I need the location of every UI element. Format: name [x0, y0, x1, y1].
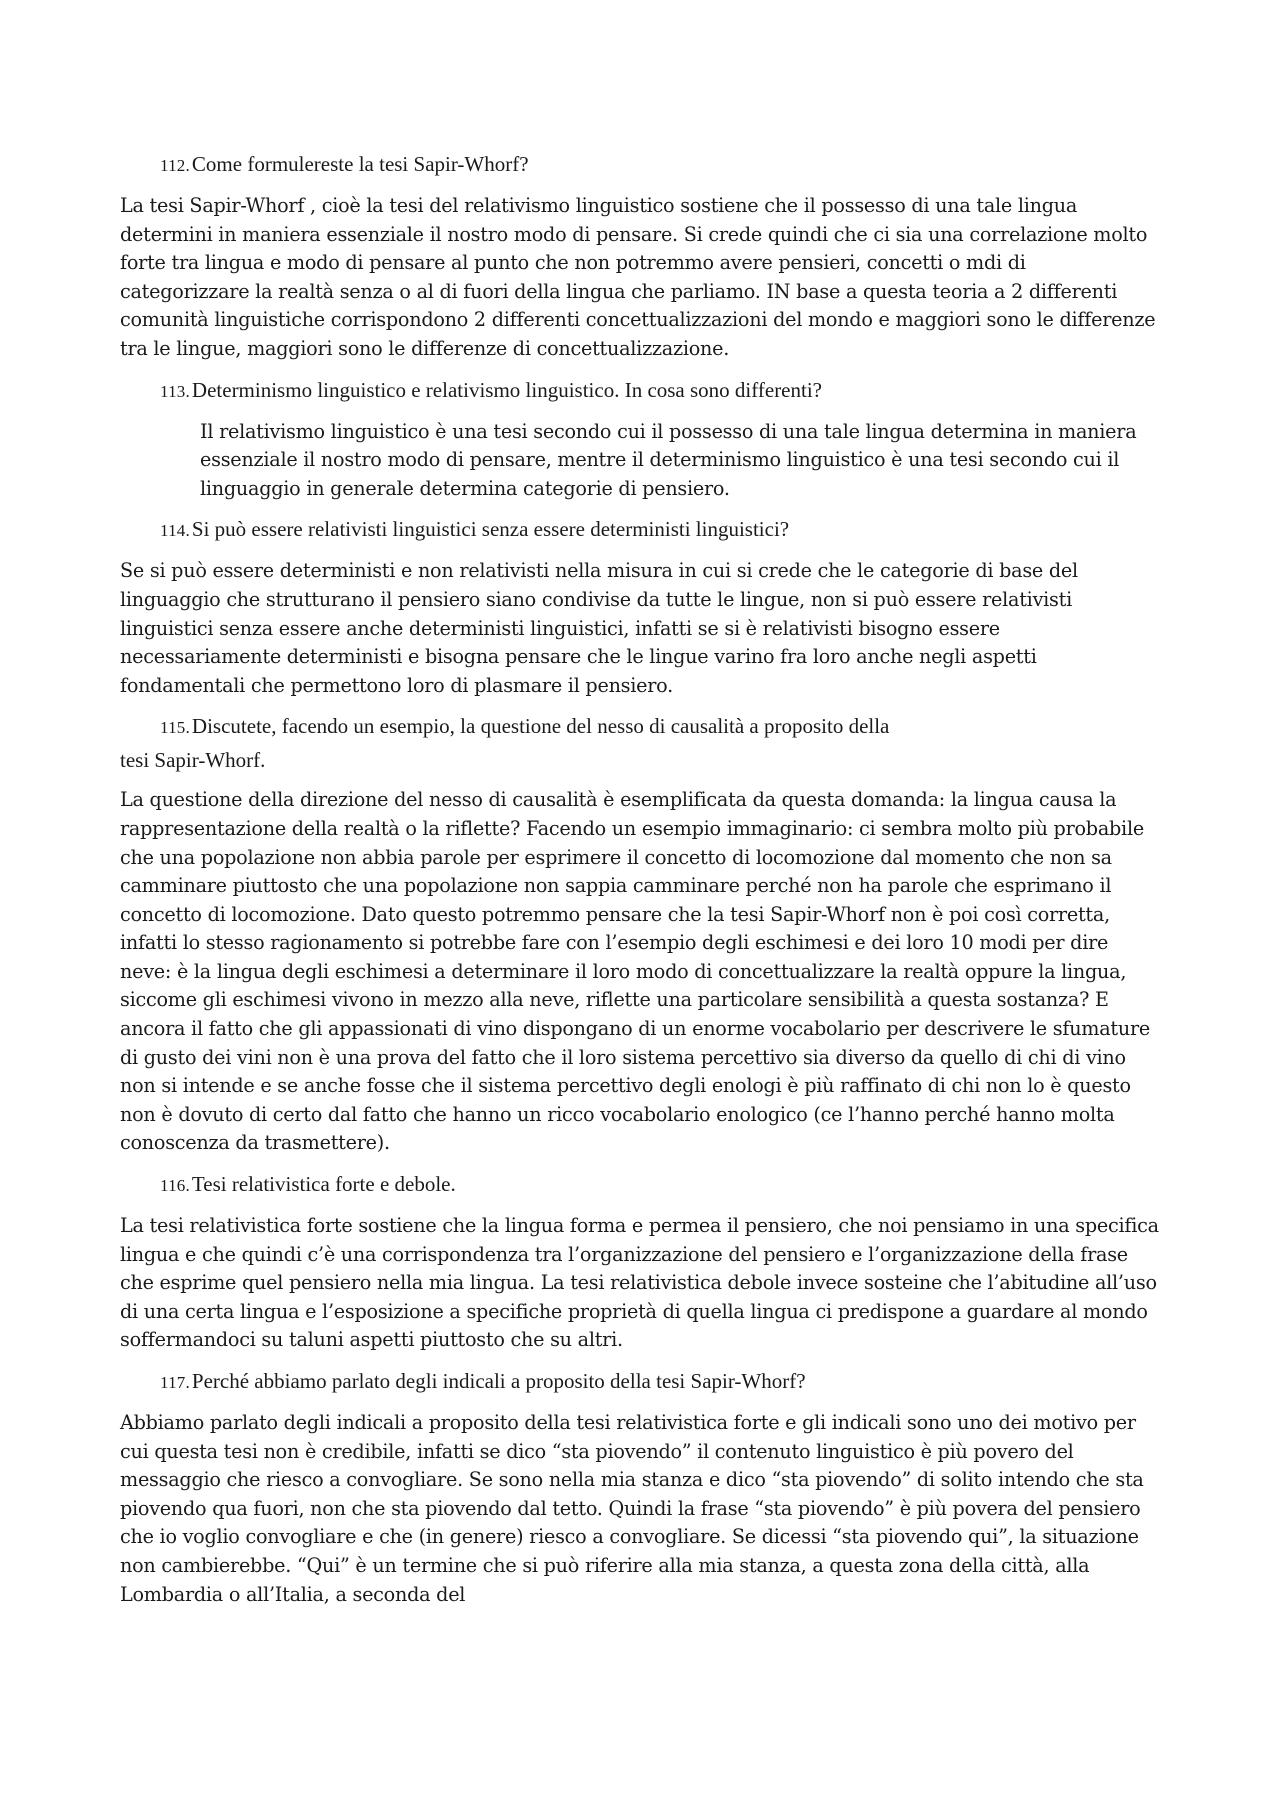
- answer-113: Il relativismo linguistico è una tesi secondo cui il possesso di una tale lingua determina in maniera essenziale il nostro modo di pensare, mentre il determinismo linguistico è una tesi secondo cui il linguaggio in generale determina categorie di pensiero.: [200, 419, 1137, 500]
- question-number: 112.: [160, 156, 190, 175]
- answer-116: La tesi relativistica forte sostiene che la lingua forma e permea il pensiero, che noi pensiamo in una specifica lingua e che quindi c’è una corrispondenza tra l’organizzazione del pensiero e l’organizzazione della frase che esprime quel pensiero nella mia lingua. La tesi relativistica debole invece sosteine che l’abitudine all’uso di una certa lingua e l’esposizione a specifiche proprietà di quella lingua ci predispone a guardare al mondo soffermandoci su taluni aspetti piuttosto che su altri.: [120, 1214, 1159, 1352]
- answer-112: La tesi Sapir-Whorf , cioè la tesi del relativismo linguistico sostiene che il possesso di una tale lingua determini in maniera essenziale il nostro modo di pensare. Si crede quindi che ci sia una correlazione molto forte tra lingua e modo di pensare al punto che non potremmo avere pensieri, concetti o mdi di categorizzare la realtà senza o al di fuori della lingua che parliamo. IN base a questa teoria a 2 differenti comunità linguistiche corrispondono 2 differenti concettualizzazioni del mondo e maggiori sono le differenze tra le lingue, maggiori sono le differenze di concettualizzazione.: [120, 194, 1156, 360]
- question-117: [120, 1367, 1160, 1397]
- question-text: Perché abbiamo parlato degli indicali a proposito della tesi Sapir-Whorf?: [191, 1369, 806, 1393]
- question-text: Tesi relativistica forte e debole.: [191, 1172, 456, 1197]
- question-115-continued: tesi Sapir-Whorf.: [120, 748, 266, 773]
- question-number: 117.: [160, 1373, 190, 1392]
- question-text: Discutete, facendo un esempio, la questione del nesso di causalità a proposito della: [191, 714, 890, 739]
- question-text: Determinismo linguistico e relativismo linguistico. In cosa sono differenti?: [191, 377, 822, 402]
- document-page: [120, 150, 1160, 1621]
- answer-115: La questione della direzione del nesso di causalità è esemplificata da questa domanda: la lingua causa la rappresentazione della realtà o la riflette? Facendo un esempio immaginario: ci sembra molto più probabile che una popolazione non abbia parole per esprimere il concetto di locomozione dal momento che non sa camminare piuttosto che una popolazione non sappia camminare perché non ha parole che esprimano il concetto di locomozione. Dato questo potremmo pensare che la tesi Sapir-Whorf non è poi così corretta, infatti lo stesso ragionamento si potrebbe fare con l’esempio degli eschimesi e dei loro 10 modi per dire neve: è la lingua degli eschimesi a determinare il loro modo di concettualizzare la realtà oppure la lingua, siccome gli eschimesi vivono in mezzo alla neve, riflette una particolare sensibilità a questa sostanza? E ancora il fatto che gli appassionati di vino dispongano di un enorme vocabolario per descrivere le sfumature di gusto dei vini non è una prova del fatto che il loro sistema percettivo sia diverso da quello di chi di vino non si intende e se anche fosse che il sistema percettivo degli enologi è più raffinato di chi non lo è questo non è dovuto di certo dal fatto che hanno un ricco vocabolario enologico (ce l’hanno perché hanno molta conoscenza da trasmettere).: [120, 788, 1151, 1155]
- question-text: Come formulereste la tesi Sapir-Whorf?: [191, 152, 529, 176]
- question-115: [120, 712, 1160, 742]
- question-text: Si può essere relativisti linguistici senza essere deterministi linguistici?: [191, 517, 790, 542]
- question-number: 113.: [160, 381, 190, 401]
- question-number: 114.: [160, 521, 190, 541]
- question-112: [120, 150, 1160, 180]
- question-number: 115.: [160, 718, 190, 738]
- answer-117: Abbiamo parlato degli indicali a proposito della tesi relativistica forte e gli indicali sono uno dei motivo per cui questa tesi non è credibile, infatti se dico “sta piovendo” il contenuto linguistico è più povero del messaggio che riesco a convogliare. Se sono nella mia stanza e dico “sta piovendo” di solito intendo che sta piovendo qua fuori, non che sta piovendo dal tetto. Quindi la frase “sta piovendo” è più povera del pensiero che io voglio convogliare e che (in genere) riesco a convogliare. Se dicessi “sta piovendo qui”, la situazione non cambierebbe. “Qui” è un termine che si può riferire alla mia stanza, a questa zona della città, alla Lombardia o all’Italia, a seconda del: [120, 1411, 1144, 1606]
- question-114: [120, 515, 1160, 545]
- question-number: 116.: [160, 1176, 190, 1196]
- question-116: [120, 1170, 1160, 1200]
- question-113: [120, 376, 1160, 406]
- answer-114: Se si può essere deterministi e non relativisti nella misura in cui si crede che le categorie di base del linguaggio che strutturano il pensiero siano condivise da tutte le lingue, non si può essere relativisti linguistici senza essere anche deterministi linguistici, infatti se si è relativisti bisogno essere necessariamente deterministi e bisogna pensare che le lingue varino fra loro anche negli aspetti fondamentali che permettono loro di plasmare il pensiero.: [120, 559, 1078, 697]
